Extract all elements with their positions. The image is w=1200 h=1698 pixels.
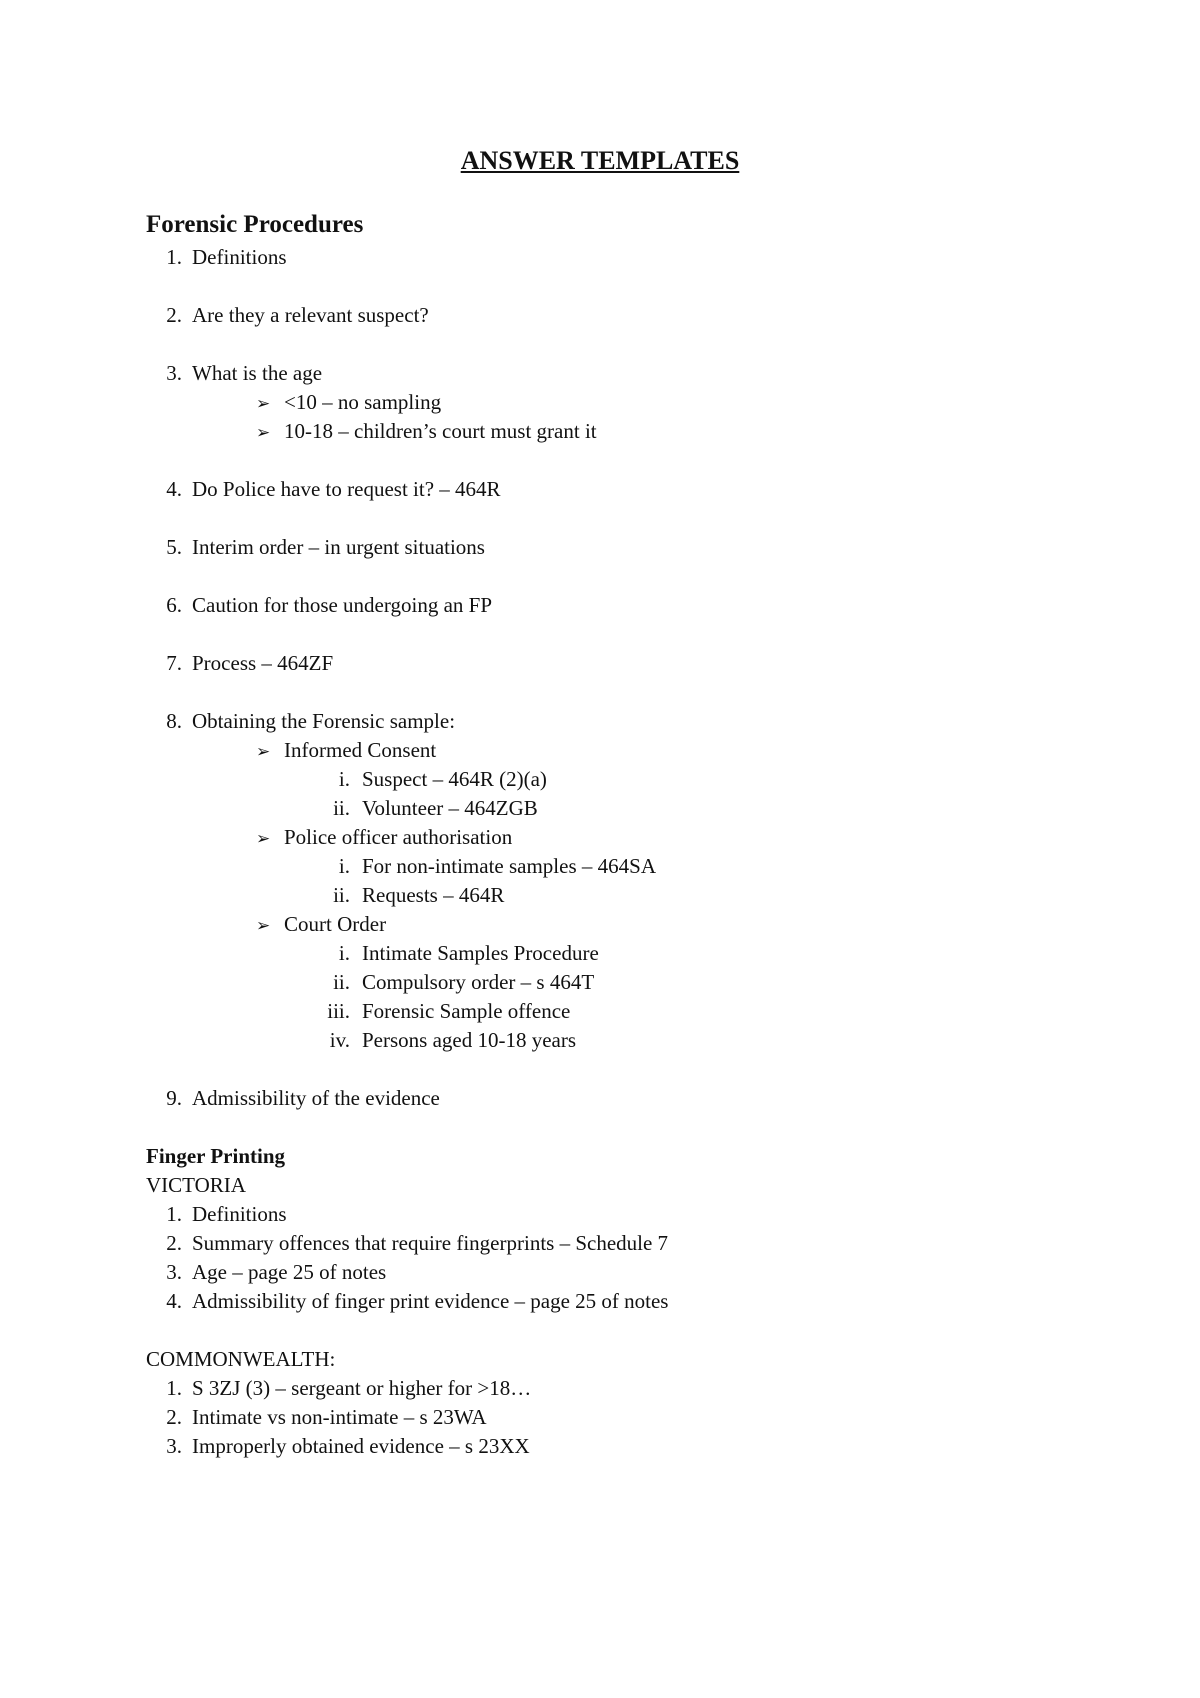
sub-item-text: For non-intimate samples – 464SA <box>362 854 656 878</box>
list-item <box>148 592 492 618</box>
arrow-bullet-icon: ➢ <box>256 423 271 443</box>
list-item <box>148 1288 668 1314</box>
bullet-item <box>256 389 441 417</box>
list-number: 3. <box>166 361 182 385</box>
list-item <box>148 1230 668 1256</box>
list-item <box>148 1201 287 1227</box>
list-item <box>148 1375 531 1401</box>
subsection-label-commonwealth: COMMONWEALTH: <box>146 1347 336 1371</box>
list-number: 7. <box>166 651 182 675</box>
bullet-text: Court Order <box>284 912 387 936</box>
list-text: Intimate vs non-intimate – s 23WA <box>192 1405 487 1429</box>
list-number: 2. <box>166 1405 182 1429</box>
list-text: Are they a relevant suspect? <box>192 303 429 327</box>
list-number: 5. <box>166 535 182 559</box>
roman-numeral: iii. <box>327 999 350 1023</box>
arrow-bullet-icon: ➢ <box>256 916 271 936</box>
roman-numeral: ii. <box>333 883 350 907</box>
bullet-item <box>256 824 512 852</box>
list-text: Summary offences that require fingerprints – Schedule 7 <box>192 1231 669 1255</box>
list-number: 3. <box>166 1260 182 1284</box>
list-text: Do Police have to request it? – 464R <box>192 477 501 501</box>
roman-numeral: ii. <box>333 796 350 820</box>
arrow-bullet-icon: ➢ <box>256 742 271 762</box>
list-number: 1. <box>166 1202 182 1226</box>
bullet-item <box>256 911 386 939</box>
page-title: ANSWER TEMPLATES <box>460 146 740 175</box>
list-number: 2. <box>166 1231 182 1255</box>
list-number: 1. <box>166 1376 182 1400</box>
roman-numeral: i. <box>338 941 350 965</box>
list-text: Definitions <box>192 1202 287 1226</box>
bullet-item <box>256 737 436 765</box>
list-text: Caution for those undergoing an FP <box>192 593 493 617</box>
sub-item <box>310 969 594 995</box>
roman-numeral: iv. <box>329 1028 350 1052</box>
list-text: Process – 464ZF <box>192 651 334 675</box>
bullet-text: <10 – no sampling <box>284 390 442 414</box>
sub-item-text: Forensic Sample offence <box>362 999 571 1023</box>
subsection-label-victoria: VICTORIA <box>146 1173 246 1197</box>
list-item <box>148 650 333 676</box>
sub-item <box>310 795 538 821</box>
sub-item <box>310 853 656 879</box>
list-item <box>148 1404 487 1430</box>
list-number: 4. <box>166 1289 182 1313</box>
list-number: 8. <box>166 709 182 733</box>
sub-item-text: Requests – 464R <box>362 883 505 907</box>
list-item <box>148 476 501 502</box>
roman-numeral: i. <box>338 854 350 878</box>
list-item <box>148 244 287 270</box>
sub-item-text: Compulsory order – s 464T <box>362 970 595 994</box>
bullet-text: Police officer authorisation <box>284 825 513 849</box>
list-item <box>148 1085 440 1111</box>
bullet-text: Informed Consent <box>284 738 437 762</box>
list-number: 9. <box>166 1086 182 1110</box>
list-item <box>148 302 429 328</box>
sub-item-text: Suspect – 464R (2)(a) <box>362 767 547 791</box>
section-heading-forensic-procedures: Forensic Procedures <box>146 211 364 238</box>
list-number: 4. <box>166 477 182 501</box>
list-text: Admissibility of the evidence <box>192 1086 440 1110</box>
sub-item <box>310 1027 576 1053</box>
list-number: 2. <box>166 303 182 327</box>
list-text: Interim order – in urgent situations <box>192 535 485 559</box>
sub-item <box>310 998 570 1024</box>
list-number: 3. <box>166 1434 182 1458</box>
list-number: 1. <box>166 245 182 269</box>
arrow-bullet-icon: ➢ <box>256 829 271 849</box>
list-text: Age – page 25 of notes <box>192 1260 387 1284</box>
sub-item-text: Volunteer – 464ZGB <box>362 796 538 820</box>
list-item <box>148 1259 386 1285</box>
list-text: Definitions <box>192 245 287 269</box>
list-text: Obtaining the Forensic sample: <box>192 709 456 733</box>
list-number: 6. <box>166 593 182 617</box>
arrow-bullet-icon: ➢ <box>256 394 271 414</box>
list-text: Improperly obtained evidence – s 23XX <box>192 1434 530 1458</box>
list-item <box>148 708 455 734</box>
sub-item <box>310 766 547 792</box>
list-item <box>148 1433 530 1459</box>
roman-numeral: i. <box>338 767 350 791</box>
list-item <box>148 534 485 560</box>
roman-numeral: ii. <box>333 970 350 994</box>
sub-item <box>310 940 599 966</box>
section-heading-finger-printing: Finger Printing <box>146 1144 286 1168</box>
list-text: What is the age <box>192 361 323 385</box>
sub-item-text: Intimate Samples Procedure <box>362 941 599 965</box>
sub-item <box>310 882 504 908</box>
list-text: Admissibility of finger print evidence – page 25 of notes <box>192 1289 669 1313</box>
bullet-item <box>256 418 597 446</box>
sub-item-text: Persons aged 10-18 years <box>362 1028 577 1052</box>
bullet-text: 10-18 – children’s court must grant it <box>284 419 597 443</box>
list-text: S 3ZJ (3) – sergeant or higher for >18… <box>192 1376 532 1400</box>
list-item <box>148 360 322 386</box>
